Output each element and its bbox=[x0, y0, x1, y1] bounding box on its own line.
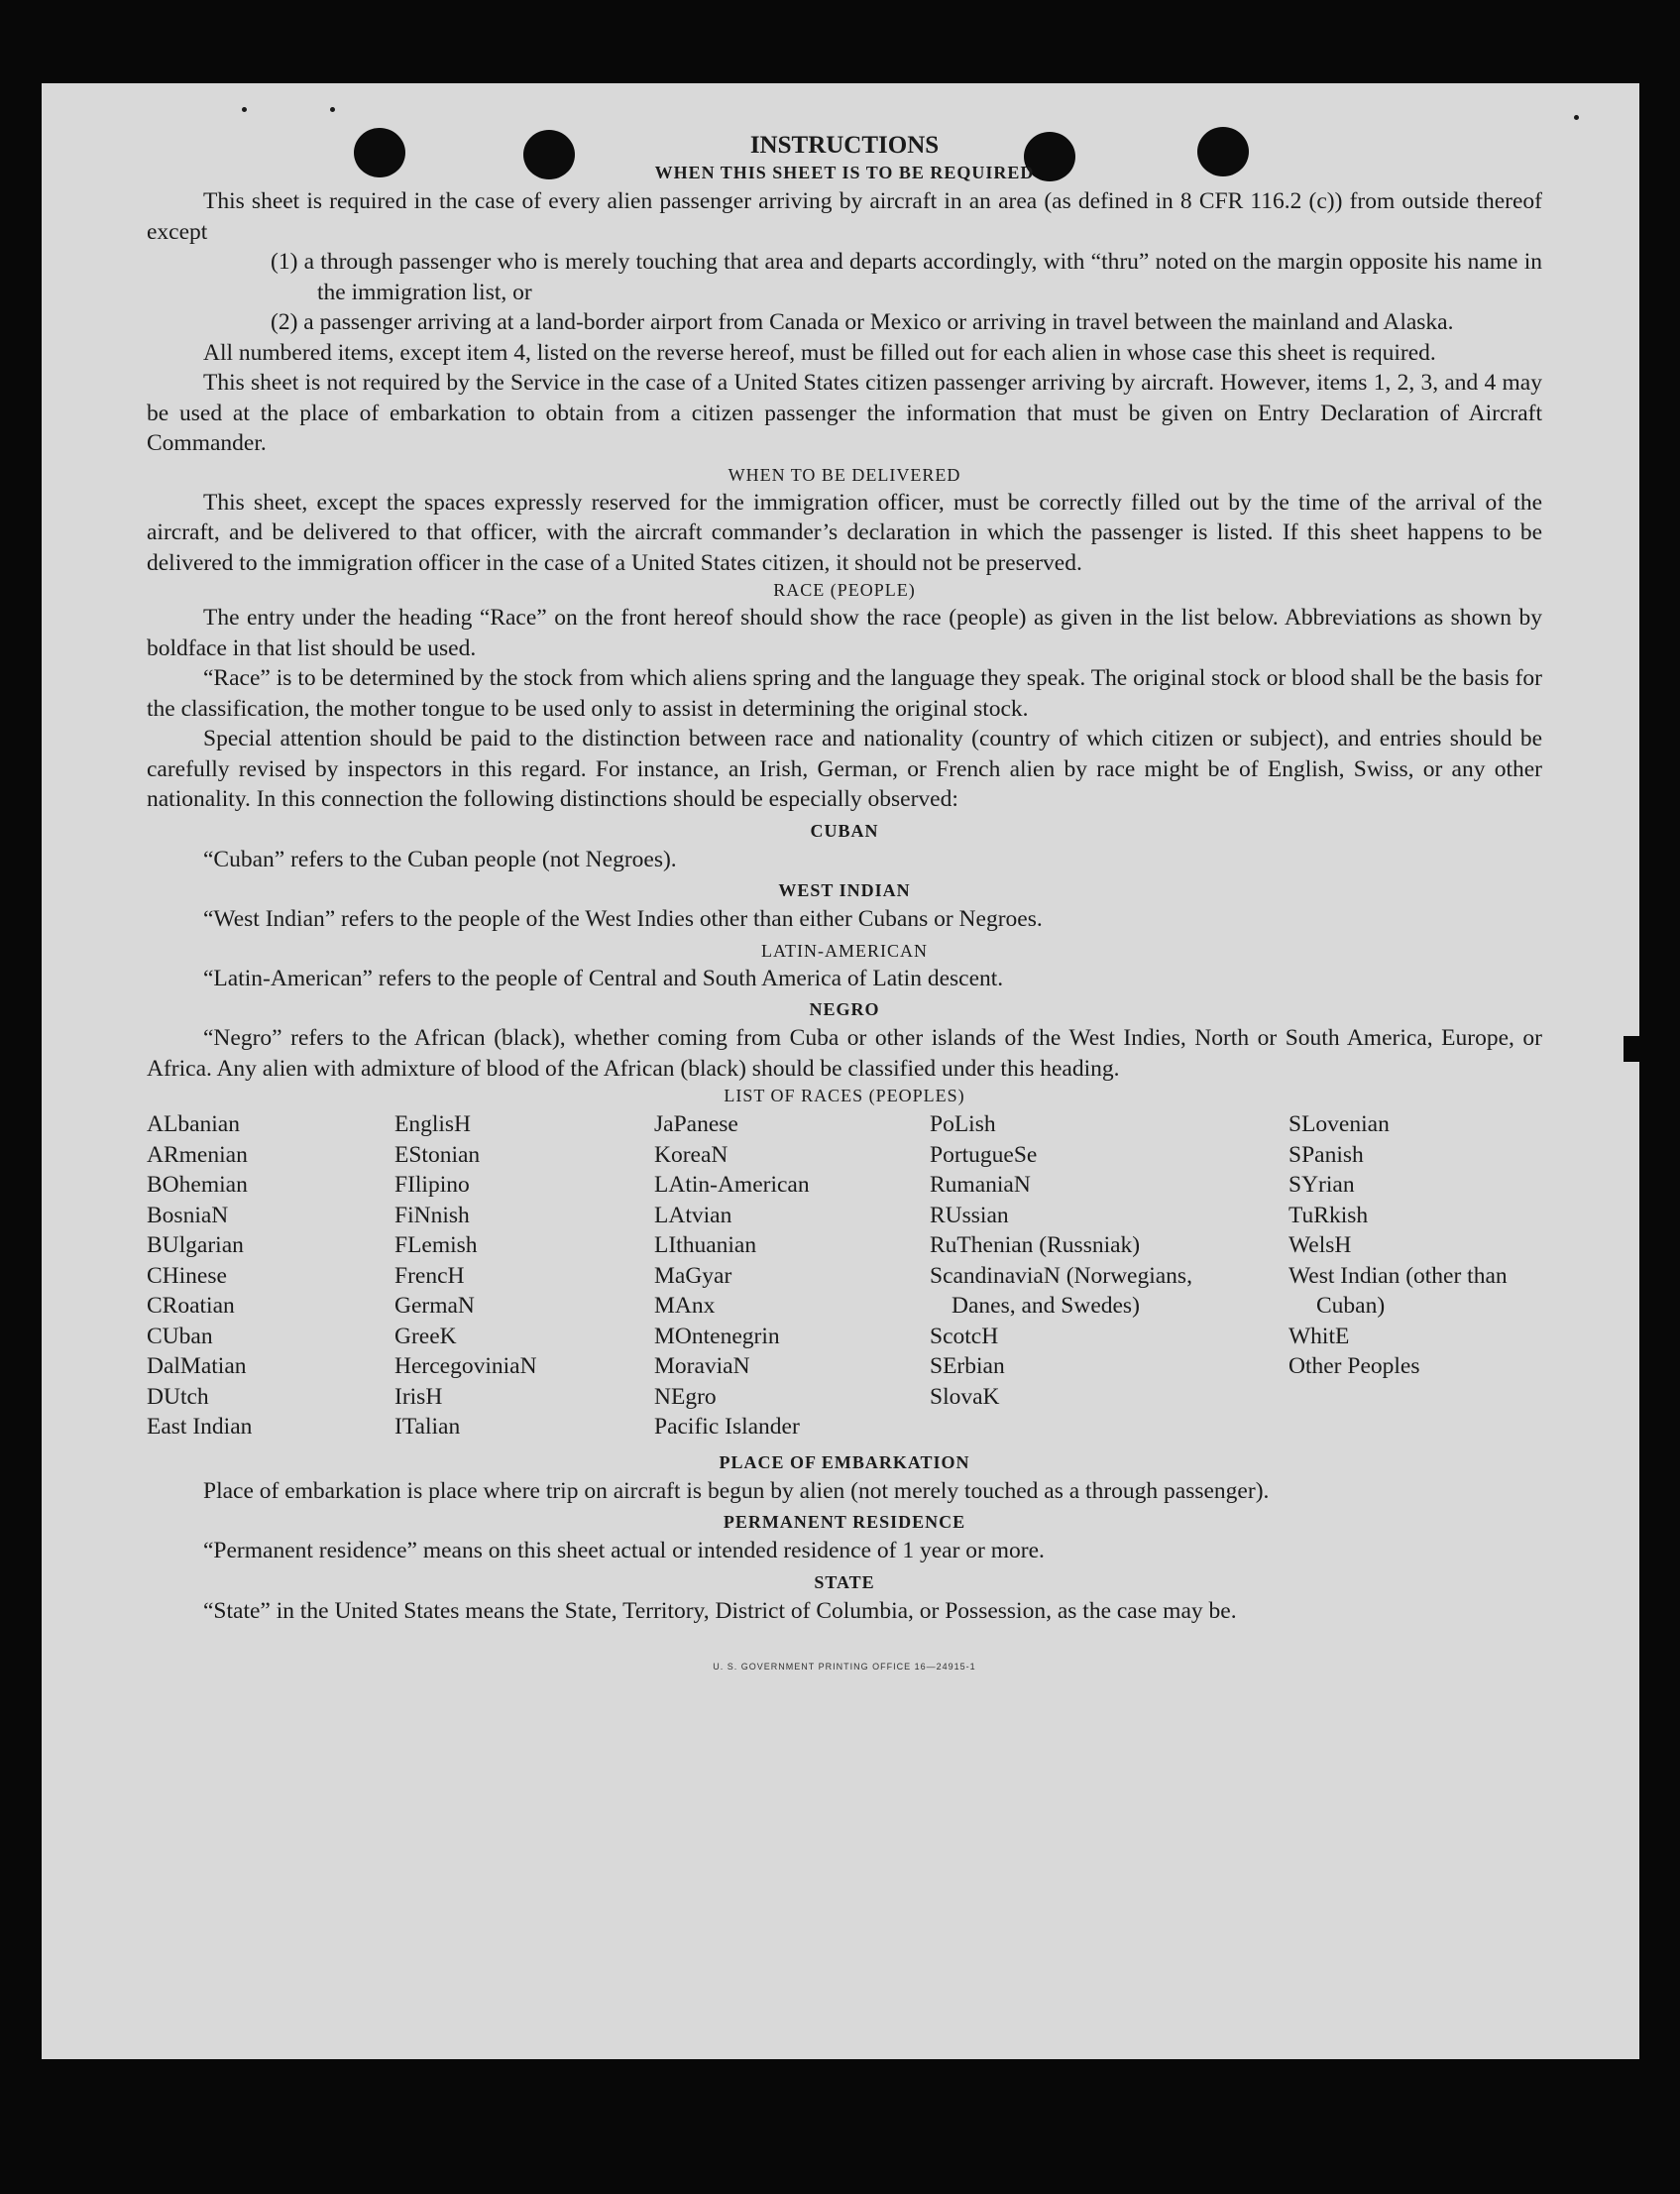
race-paragraph-1: The entry under the heading “Race” on the front hereof should show the race (people) as given in the list below. Abbreviations as shown by boldface in that list should be used. bbox=[147, 605, 1542, 661]
race-entry: MOntenegrin bbox=[654, 1323, 780, 1349]
race-entry: FIlipino bbox=[394, 1172, 470, 1198]
race-entry: DalMatian bbox=[147, 1353, 247, 1379]
race-entry: SErbian bbox=[930, 1353, 1005, 1379]
section-heading-residence: PERMANENT RESIDENCE bbox=[723, 1512, 966, 1532]
race-entry: WhitE bbox=[1288, 1323, 1350, 1349]
races-column-1 bbox=[147, 1109, 394, 1443]
race-entry: ScandinaviaN (Norwegians, Danes, and Swedes) bbox=[930, 1262, 1192, 1319]
race-entry: RuThenian (Russniak) bbox=[930, 1232, 1141, 1258]
required-intro: This sheet is required in the case of every alien passenger arriving by aircraft in an area (as defined in 8 CFR 116.2 (c)) from outside thereof except bbox=[147, 188, 1542, 245]
section-heading-west-indian: WEST INDIAN bbox=[778, 880, 911, 900]
instructions-content bbox=[147, 131, 1542, 1682]
race-entry: PoLish bbox=[930, 1111, 996, 1137]
race-entry: GreeK bbox=[394, 1323, 457, 1349]
races-column-2 bbox=[394, 1109, 654, 1443]
race-entry: RUssian bbox=[930, 1202, 1009, 1228]
race-entry: West Indian (other than Cuban) bbox=[1288, 1262, 1508, 1319]
section-heading-races-list: LIST OF RACES (PEOPLES) bbox=[724, 1086, 965, 1105]
embarkation-text: Place of embarkation is place where trip on aircraft is begun by alien (not merely touched as a through passenger). bbox=[203, 1477, 1270, 1504]
race-entry: Other Peoples bbox=[1288, 1353, 1420, 1379]
race-entry: BOhemian bbox=[147, 1172, 248, 1198]
required-item-1: (1) a through passenger who is merely touching that area and departs accordingly, with “thru” noted on the margin opposite his name in the immigration list, or bbox=[271, 249, 1542, 305]
race-entry: CRoatian bbox=[147, 1293, 235, 1319]
west-indian-text: “West Indian” refers to the people of the West Indies other than either Cubans or Negroes. bbox=[203, 906, 1043, 932]
section-heading-required: WHEN THIS SHEET IS TO BE REQUIRED bbox=[654, 163, 1035, 182]
printer-footer: U. S. GOVERNMENT PRINTING OFFICE 16—24915-1 bbox=[713, 1662, 976, 1672]
race-entry: ScotcH bbox=[930, 1323, 999, 1349]
race-entry: DUtch bbox=[147, 1383, 209, 1410]
race-entry: HercegoviniaN bbox=[394, 1353, 537, 1379]
race-entry: MAnx bbox=[654, 1293, 716, 1319]
speck bbox=[1574, 115, 1579, 120]
race-entry: CUban bbox=[147, 1323, 213, 1349]
race-entry: EStonian bbox=[394, 1141, 481, 1168]
race-paragraph-2: “Race” is to be determined by the stock from which aliens spring and the language they speak. The original stock or blood shall be the basis for the classification, the mother tongue to be used only to assist in determining the original stock. bbox=[147, 665, 1542, 722]
race-entry: KoreaN bbox=[654, 1141, 728, 1168]
races-column-3 bbox=[654, 1109, 930, 1443]
section-heading-latin-american: LATIN-AMERICAN bbox=[761, 940, 928, 961]
race-entry: BUlgarian bbox=[147, 1232, 244, 1258]
race-entry: TuRkish bbox=[1288, 1202, 1369, 1228]
race-entry: FLemish bbox=[394, 1232, 478, 1258]
race-entry: BosniaN bbox=[147, 1202, 229, 1228]
race-entry: FrencH bbox=[394, 1262, 465, 1289]
section-heading-delivered: WHEN TO BE DELIVERED bbox=[728, 464, 961, 485]
delivered-text: This sheet, except the spaces expressly reserved for the immigration officer, must be correctly filled out by the time of the arrival of the aircraft, and be delivered to that officer, with the aircraft commander’s declaration in which the passenger is listed. If this sheet happens to be delivered to the immigration officer in the case of a United States citizen, it should not be preserved. bbox=[147, 489, 1542, 576]
race-entry: PortugueSe bbox=[930, 1141, 1038, 1168]
race-entry: SlovaK bbox=[930, 1383, 1000, 1410]
negro-text: “Negro” refers to the African (black), whether coming from Cuba or other islands of the West Indies, North or South America, Europe, or Africa. Any alien with admixture of blood of the African (black) should be classified under this heading. bbox=[147, 1025, 1542, 1082]
race-entry: MaGyar bbox=[654, 1262, 732, 1289]
race-entry: MoraviaN bbox=[654, 1353, 750, 1379]
race-entry: East Indian bbox=[147, 1414, 253, 1440]
section-heading-embarkation: PLACE OF EMBARKATION bbox=[719, 1451, 970, 1472]
race-entry: SPanish bbox=[1288, 1141, 1364, 1168]
race-entry: FiNnish bbox=[394, 1202, 470, 1228]
race-entry: NEgro bbox=[654, 1383, 717, 1410]
races-list bbox=[147, 1109, 1542, 1443]
race-entry: LAtin-American bbox=[654, 1172, 810, 1198]
section-heading-negro: NEGRO bbox=[809, 999, 880, 1019]
race-entry: GermaN bbox=[394, 1293, 475, 1319]
page-title: INSTRUCTIONS bbox=[749, 132, 940, 159]
race-paragraph-3: Special attention should be paid to the distinction between race and nationality (country of which citizen or subject), and entries should be carefully revised by inspectors in this regard. For instance, an Irish, German, or French alien by race might be of English, Swiss, or any other nationality. In this connection the following distinctions should be especially observed: bbox=[147, 726, 1542, 812]
races-column-5 bbox=[1288, 1109, 1542, 1443]
required-paragraph-3: This sheet is not required by the Service in the case of a United States citizen passenger arriving by aircraft. However, items 1, 2, 3, and 4 may be used at the place of embarkation to obtain from a citizen passenger the information that must be given on Entry Declaration of Aircraft Commander. bbox=[147, 370, 1542, 456]
race-entry: SYrian bbox=[1288, 1172, 1355, 1198]
required-item-2: (2) a passenger arriving at a land-border airport from Canada or Mexico or arriving in travel between the mainland and Alaska. bbox=[271, 309, 1454, 335]
residence-text: “Permanent residence” means on this sheet actual or intended residence of 1 year or more. bbox=[203, 1538, 1045, 1563]
races-column-4 bbox=[930, 1109, 1288, 1443]
race-entry: IrisH bbox=[394, 1383, 443, 1410]
race-entry: LAtvian bbox=[654, 1202, 732, 1228]
race-entry: ALbanian bbox=[147, 1111, 240, 1137]
sheet-edge-notch bbox=[1624, 1036, 1643, 1062]
cuban-text: “Cuban” refers to the Cuban people (not Negroes). bbox=[203, 846, 677, 872]
race-entry: CHinese bbox=[147, 1262, 227, 1289]
race-entry: SLovenian bbox=[1288, 1111, 1390, 1137]
race-entry: RumaniaN bbox=[930, 1172, 1031, 1198]
race-entry: JaPanese bbox=[654, 1111, 738, 1137]
race-entry: WelsH bbox=[1288, 1232, 1352, 1258]
race-entry: Pacific Islander bbox=[654, 1414, 800, 1440]
race-entry: EnglisH bbox=[394, 1111, 472, 1137]
section-heading-cuban: CUBAN bbox=[810, 820, 879, 841]
section-heading-state: STATE bbox=[814, 1571, 875, 1592]
speck bbox=[242, 107, 247, 112]
section-heading-race: RACE (PEOPLE) bbox=[773, 580, 916, 600]
required-paragraph-2: All numbered items, except item 4, listed on the reverse hereof, must be filled out for each alien in whose case this sheet is required. bbox=[203, 339, 1436, 366]
race-entry: LIthuanian bbox=[654, 1232, 757, 1258]
race-entry: ARmenian bbox=[147, 1141, 248, 1168]
latin-american-text: “Latin-American” refers to the people of Central and South America of Latin descent. bbox=[203, 965, 1004, 991]
state-text: “State” in the United States means the State, Territory, District of Columbia, or Possession, as the case may be. bbox=[203, 1597, 1237, 1624]
race-entry: ITalian bbox=[394, 1414, 461, 1440]
speck bbox=[330, 107, 335, 112]
